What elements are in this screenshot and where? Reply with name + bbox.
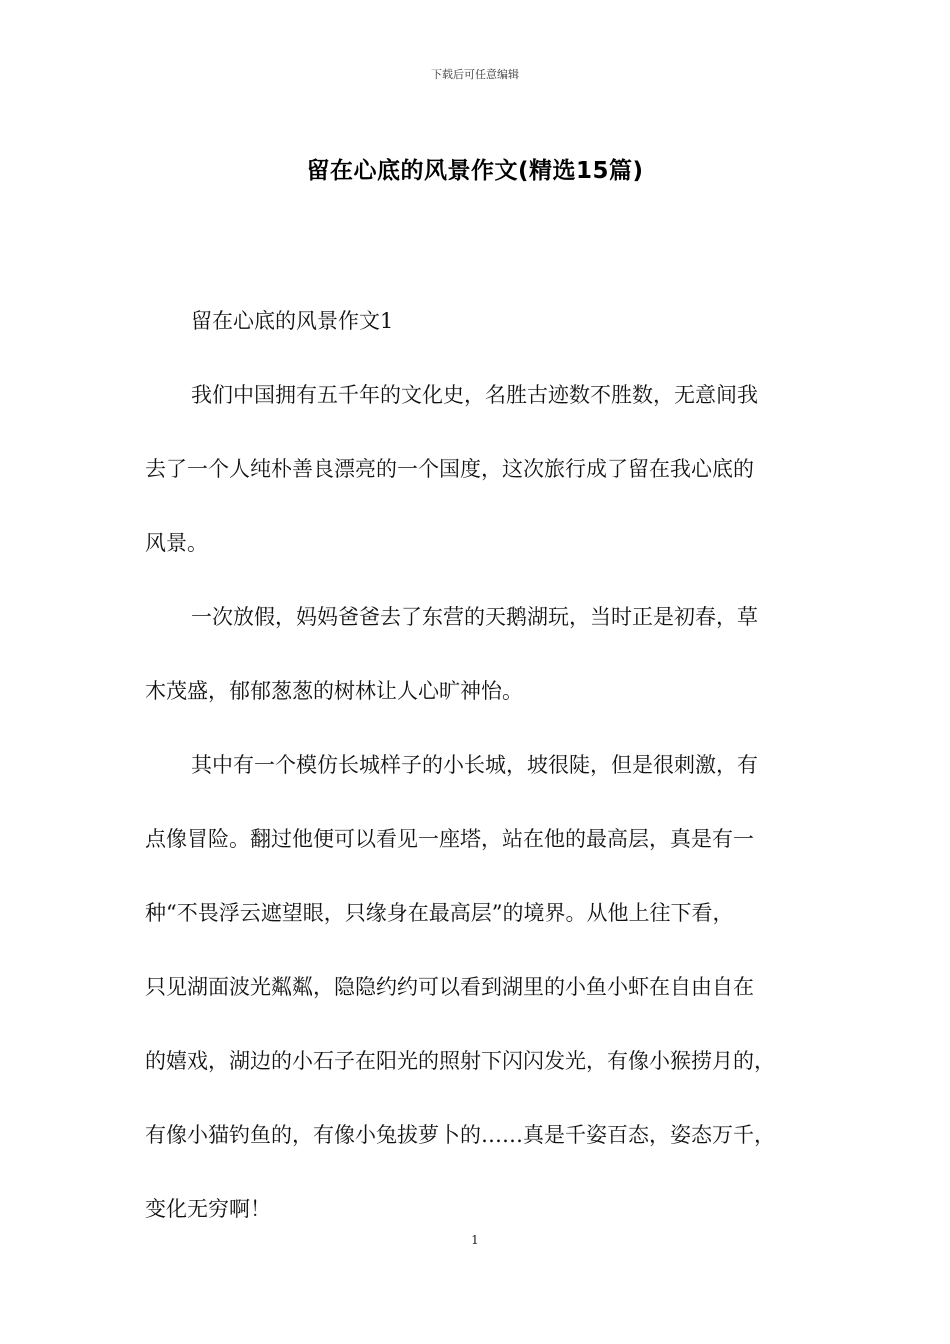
document-body: [145, 284, 825, 1246]
paragraph: [145, 728, 825, 1246]
paragraph-line: 木茂盛，郁郁葱葱的树林让人心旷神怡。: [145, 679, 523, 703]
section-heading: [145, 284, 825, 358]
paragraph-line: 的嬉戏，湖边的小石子在阳光的照射下闪闪发光，有像小猴捞月的，: [145, 1049, 775, 1073]
paragraph-line: 只见湖面波光粼粼，隐隐约约可以看到湖里的小鱼小虾在自由自在: [145, 975, 754, 999]
page-number: 1: [471, 1233, 479, 1247]
paragraph-line: 留在心底的风景作文1: [191, 309, 394, 333]
document-title: 留在心底的风景作文(精选15篇): [306, 158, 644, 184]
paragraph-line: 点像冒险。翻过他便可以看见一座塔，站在他的最高层，真是有一: [145, 827, 754, 851]
paragraph-line: 变化无穷啊！: [145, 1197, 271, 1221]
paragraph-line: 有像小猫钓鱼的，有像小兔拔萝卜的……真是千姿百态，姿态万千，: [145, 1123, 775, 1147]
paragraph-line: 去了一个人纯朴善良漂亮的一个国度，这次旅行成了留在我心底的: [145, 457, 754, 481]
paragraph: [145, 580, 825, 728]
paragraph-line: 我们中国拥有五千年的文化史，名胜古迹数不胜数，无意间我: [191, 383, 758, 407]
paragraph: [145, 358, 825, 580]
paragraph-line: 种“不畏浮云遮望眼，只缘身在最高层”的境界。从他上往下看，: [145, 901, 734, 925]
paragraph-line: 风景。: [145, 531, 208, 555]
paragraph-line: 一次放假，妈妈爸爸去了东营的天鹅湖玩，当时正是初春，草: [191, 605, 758, 629]
paragraph-line: 其中有一个模仿长城样子的小长城，坡很陡，但是很刺激，有: [191, 753, 758, 777]
header-note: 下载后可任意编辑: [431, 68, 519, 81]
